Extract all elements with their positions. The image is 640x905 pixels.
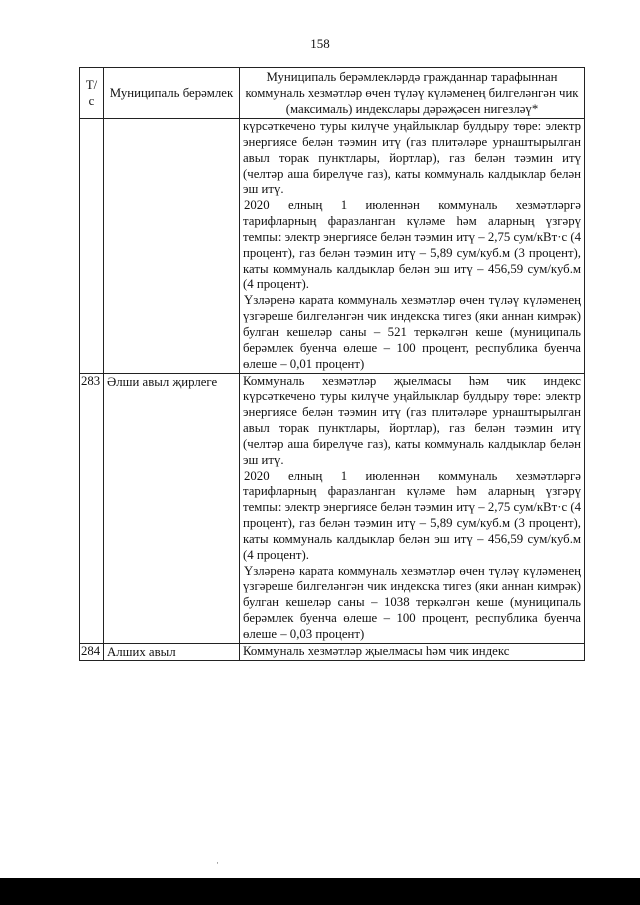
page-number: 158 [310,36,330,51]
table-row [80,643,585,660]
paragraph: 2020 елның 1 июленнән коммуналь хезмәтләргә тарифларның фаразланган күләме һәм аларның үзгәрү темпы: электр энергиясе белән тәэмин итү – 2,75 сум/кВт·с (4 процент), газ белән тәэмин итү – 5,89 сум/куб.м (3 процент), каты коммуналь калдыклар белән эш итү – 456,59 сум/куб.м (4 процент). [243,468,581,562]
paragraph: Коммуналь хезмәтләр җыелмасы һәм чик индекс күрсәткечено туры килүче уңайлыклар булдыру төре: электр энергиясе белән тәэмин итү (газ плитәләре урнаштырылган авыл торак пунктлары, йортлар), газ белән тәэмин итү (челтәр аша бирелүче газ), каты коммуналь калдыклар белән эш итү. [243,373,581,467]
table-row [80,119,585,374]
municipal-utility-index-table [79,67,585,661]
paragraph: 2020 елның 1 июленнән коммуналь хезмәтләргә тарифларның фаразланган күләме һәм аларның үзгәрү темпы: электр энергиясе белән тәэмин итү – 2,75 сум/кВт·с (4 процент), газ белән тәэмин итү – 5,89 сум/куб.м (3 процент), каты коммуналь калдыклар белән эш итү – 456,59 сум/куб.м (4 процент). [243,198,581,292]
header-justification: Муниципаль берәмлекләрдә гражданнар тарафыннан коммуналь хезмәтләр өчен түләү күләменең билгеләнгән чик (максималь) индекслары дәрәҗәсен нигезләү* [240,68,585,119]
scan-speck: · [216,858,219,868]
paragraph: Коммуналь хезмәтләр җыелмасы һәм чик индекс [243,643,510,658]
table-row [80,373,585,643]
row-municipality [104,119,240,374]
row-justification [240,373,585,643]
header-municipality: Муниципаль берәмлек [104,68,240,119]
row-number: 284 [80,643,104,660]
table-header-row [80,68,585,119]
row-justification [240,643,585,660]
row-municipality: Алших авыл [104,643,240,660]
row-justification [240,119,585,374]
row-number: 283 [80,373,104,643]
row-municipality: Әлши авыл җирлеге [104,373,240,643]
row-number [80,119,104,374]
scan-bottom-band [0,878,640,905]
paragraph: күрсәткечено туры килүче уңайлыклар булдыру төре: электр энергиясе белән тәэмин итү (газ плитәләре урнаштырылган авыл торак пунктлары, йортлар), газ белән тәэмин итү (челтәр аша бирелүче газ), каты коммуналь калдыклар белән эш итү. [243,119,581,197]
paragraph: Үзләренә карата коммуналь хезмәтләр өчен түләү күләменең үзгәреше билгеләнгән чик индекска тигез (яки аннан кимрәк) булган кешеләр саны – 1038 теркәлгән кеше (муниципаль берәмлек буенча өлеше – 100 процент, республика буенча өлеше – 0,03 процент) [243,563,581,641]
paragraph: Үзләренә карата коммуналь хезмәтләр өчен түләү күләменең үзгәреше билгеләнгән чик индекска тигез (яки аннан кимрәк) булган кешеләр саны – 521 теркәлгән кеше (муниципаль берәмлек буенча өлеше – 100 процент, республика буенча өлеше – 0,01 процент) [243,293,581,371]
header-serial-number: Т/с [80,68,104,119]
